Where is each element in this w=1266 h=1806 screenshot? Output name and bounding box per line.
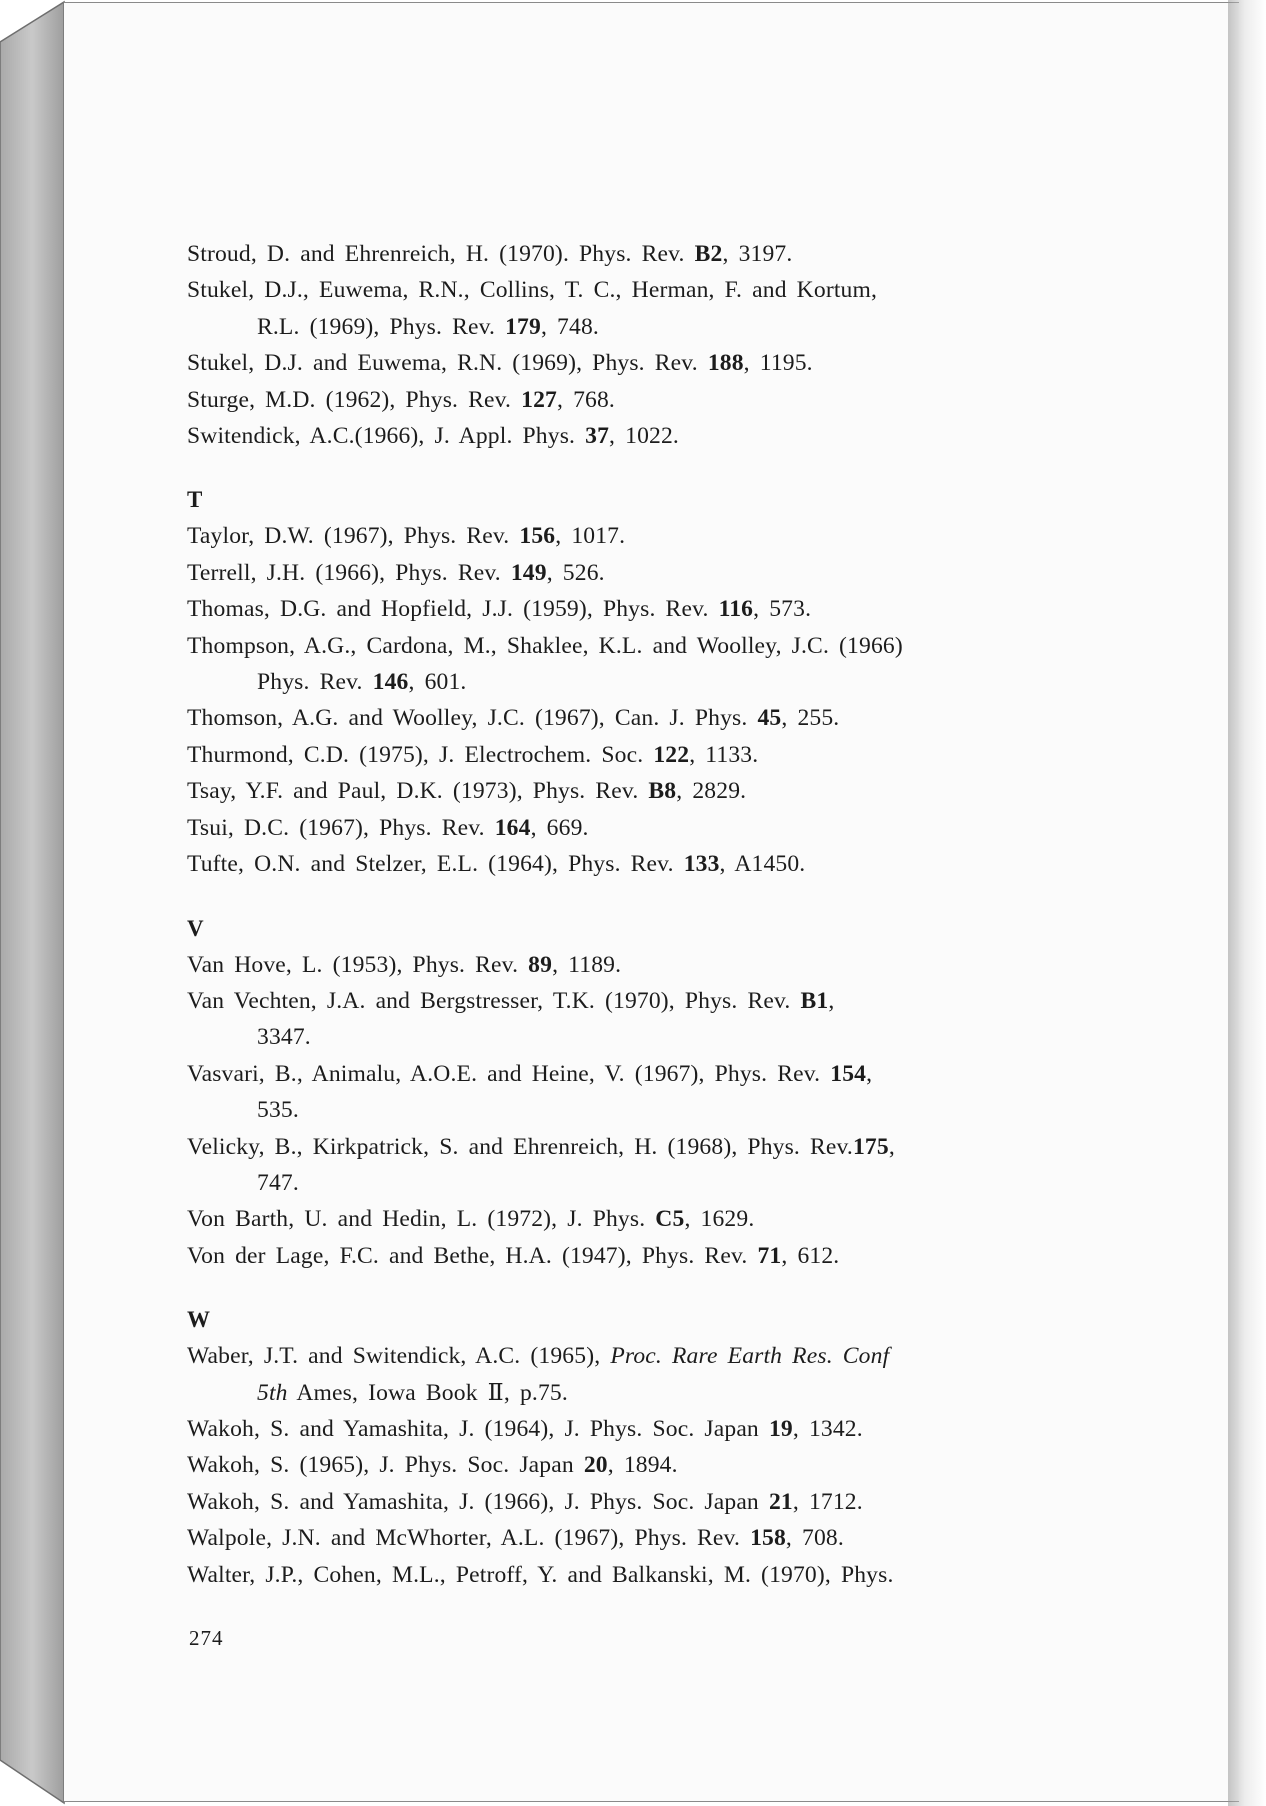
entry-pages: , xyxy=(888,1133,895,1160)
entry-text: Velicky, B., Kirkpatrick, S. and Ehrenreich, H. (1968), Phys. Rev. xyxy=(187,1133,853,1160)
entry-pages: , 1189. xyxy=(552,951,622,978)
entry-text: Phys. Rev. xyxy=(257,669,373,696)
entry-text: Von der Lage, F.C. and Bethe, H.A. (1947), Phys. Rev. xyxy=(187,1242,758,1269)
entry-text: Sturge, M.D. (1962), Phys. Rev. xyxy=(187,386,522,413)
entry-pages: , 1017. xyxy=(555,523,626,550)
entry-text: Tufte, O.N. and Stelzer, E.L. (1964), Phys. Rev. xyxy=(187,851,684,878)
entry-volume: 127 xyxy=(521,386,557,413)
entry-pages: , 1629. xyxy=(684,1206,755,1233)
entry-text: Thompson, A.G., Cardona, M., Shaklee, K.L. and Woolley, J.C. (1966) xyxy=(187,632,903,659)
entry-text: Tsui, D.C. (1967), Phys. Rev. xyxy=(187,814,495,841)
entry-text: 747. xyxy=(257,1169,299,1196)
entry-italic: 5th xyxy=(257,1379,288,1406)
entry-text: Van Hove, L. (1953), Phys. Rev. xyxy=(187,951,529,978)
reference-entry xyxy=(187,418,1067,454)
reference-entry xyxy=(187,1019,1067,1055)
reference-entry xyxy=(187,555,1067,591)
entry-text: Ames, Iowa Book Ⅱ, p.75. xyxy=(287,1379,568,1406)
reference-entry xyxy=(187,628,1067,664)
entry-volume: B2 xyxy=(694,241,723,267)
entry-volume: 154 xyxy=(830,1060,867,1087)
entry-text: 3347. xyxy=(257,1024,311,1051)
reference-entry xyxy=(187,1165,1067,1201)
entry-pages: , 1133. xyxy=(689,741,759,768)
entry-pages: , 669. xyxy=(530,814,589,841)
entry-pages: , 768. xyxy=(557,386,615,413)
entry-volume: 149 xyxy=(510,559,547,586)
page-edge-shadow xyxy=(1228,0,1266,1806)
reference-entry xyxy=(187,309,1067,345)
entry-text: Thomas, D.G. and Hopfield, J.J. (1959), Phys. Rev. xyxy=(187,596,719,623)
reference-entry xyxy=(187,1056,1067,1092)
reference-entry xyxy=(187,1411,1067,1447)
entry-volume: B8 xyxy=(648,778,677,805)
reference-entry xyxy=(187,1092,1067,1128)
entry-volume: 122 xyxy=(653,741,690,768)
entry-text: Tsay, Y.F. and Paul, D.K. (1973), Phys. Rev. xyxy=(187,778,649,805)
entry-text: Thurmond, C.D. (1975), J. Electrochem. Soc. xyxy=(187,741,654,768)
entry-text: Taylor, D.W. (1967), Phys. Rev. xyxy=(187,523,520,550)
section-heading: W xyxy=(187,1307,211,1333)
entry-pages: , 573. xyxy=(753,596,812,623)
entry-text: Van Vechten, J.A. and Bergstresser, T.K. (1970), Phys. Rev. xyxy=(187,987,801,1014)
entry-text: Thomson, A.G. and Woolley, J.C. (1967), Can. J. Phys. xyxy=(187,705,758,732)
entry-text: Walpole, J.N. and McWhorter, A.L. (1967), Phys. Rev. xyxy=(187,1525,751,1552)
reference-entry xyxy=(187,236,1067,272)
entry-volume: 156 xyxy=(519,523,556,550)
reference-entry xyxy=(187,664,1067,700)
reference-entry xyxy=(187,1238,1067,1274)
entry-volume: 164 xyxy=(494,814,531,841)
entry-pages: , 748. xyxy=(540,313,599,340)
entry-volume: 179 xyxy=(505,313,541,340)
reference-entry xyxy=(187,737,1067,773)
entry-pages: , 1022. xyxy=(609,423,679,450)
entry-italic: Proc. Rare Earth Res. Conf xyxy=(610,1343,890,1370)
entry-pages: , 2829. xyxy=(676,778,747,805)
reference-entry xyxy=(187,518,1067,554)
entry-volume: 45 xyxy=(757,705,782,732)
entry-pages: , 526. xyxy=(546,559,605,586)
book-spine xyxy=(0,0,66,1806)
reference-entry xyxy=(187,947,1067,983)
reference-section xyxy=(187,482,1067,882)
entry-pages: , 1195. xyxy=(743,350,813,377)
reference-section xyxy=(187,236,1067,454)
reference-entry xyxy=(187,1129,1067,1165)
entry-text: Wakoh, S. and Yamashita, J. (1966), J. Phys. Soc. Japan xyxy=(187,1488,769,1515)
reference-entry xyxy=(187,983,1067,1019)
reference-list xyxy=(187,236,1067,1593)
entry-text: Vasvari, B., Animalu, A.O.E. and Heine, V. (1967), Phys. Rev. xyxy=(187,1060,831,1087)
reference-entry xyxy=(187,1201,1067,1237)
entry-volume: 20 xyxy=(583,1452,608,1479)
reference-entry xyxy=(187,810,1067,846)
entry-volume: 158 xyxy=(750,1525,786,1552)
entry-text: 535. xyxy=(257,1097,299,1124)
reference-section xyxy=(187,911,1067,1275)
entry-volume: 175 xyxy=(852,1133,889,1160)
entry-pages: , 1894. xyxy=(607,1452,678,1479)
entry-text: Walter, J.P., Cohen, M.L., Petroff, Y. and Balkanski, M. (1970), Phys. xyxy=(187,1561,894,1588)
reference-entry xyxy=(187,846,1067,882)
page-number: 274 xyxy=(189,1626,224,1650)
reference-entry xyxy=(187,382,1067,418)
entry-volume: 19 xyxy=(768,1415,793,1442)
entry-volume: 116 xyxy=(718,596,754,623)
entry-text: Waber, J.T. and Switendick, A.C. (1965), xyxy=(187,1343,611,1370)
reference-entry xyxy=(187,1375,1067,1411)
entry-pages: , 708. xyxy=(785,1525,844,1552)
entry-pages: , 255. xyxy=(781,705,840,732)
entry-pages: , 1712. xyxy=(792,1488,863,1515)
reference-entry xyxy=(187,1557,1067,1593)
entry-pages: , 601. xyxy=(408,669,467,696)
reference-entry xyxy=(187,591,1067,627)
entry-text: Stukel, D.J., Euwema, R.N., Collins, T. C., Herman, F. and Kortum, xyxy=(187,277,878,304)
entry-pages: , xyxy=(828,987,835,1014)
entry-text: Switendick, A.C.(1966), J. Appl. Phys. xyxy=(187,423,586,450)
entry-text: Von Barth, U. and Hedin, L. (1972), J. Phys. xyxy=(187,1206,656,1233)
entry-volume: 89 xyxy=(528,951,553,978)
entry-volume: C5 xyxy=(655,1206,685,1233)
entry-text: Stukel, D.J. and Euwema, R.N. (1969), Phys. Rev. xyxy=(187,350,708,377)
entry-volume: 21 xyxy=(768,1488,793,1515)
entry-pages: , 1342. xyxy=(792,1415,863,1442)
entry-pages: , 3197. xyxy=(722,241,793,267)
reference-entry xyxy=(187,1338,1067,1374)
entry-text: Terrell, J.H. (1966), Phys. Rev. xyxy=(187,559,511,586)
entry-pages: , 612. xyxy=(781,1242,840,1269)
entry-pages: , A1450. xyxy=(719,851,806,878)
entry-text: Stroud, D. and Ehrenreich, H. (1970). Phys. Rev. xyxy=(187,241,695,267)
entry-volume: B1 xyxy=(800,987,829,1014)
reference-entry xyxy=(187,1484,1067,1520)
entry-volume: 71 xyxy=(757,1242,782,1269)
entry-text: Wakoh, S. (1965), J. Phys. Soc. Japan xyxy=(187,1452,584,1479)
entry-text: Wakoh, S. and Yamashita, J. (1964), J. Phys. Soc. Japan xyxy=(187,1415,769,1442)
reference-entry xyxy=(187,700,1067,736)
entry-volume: 188 xyxy=(707,350,744,377)
reference-section xyxy=(187,1302,1067,1593)
reference-entry xyxy=(187,773,1067,809)
reference-entry xyxy=(187,272,1067,308)
reference-entry xyxy=(187,345,1067,381)
section-heading: T xyxy=(187,487,203,513)
entry-volume: 146 xyxy=(372,669,409,696)
entry-pages: , xyxy=(866,1060,873,1087)
reference-entry xyxy=(187,1520,1067,1556)
section-heading: V xyxy=(187,915,204,941)
reference-entry xyxy=(187,1447,1067,1483)
entry-volume: 37 xyxy=(585,423,610,450)
entry-text: R.L. (1969), Phys. Rev. xyxy=(257,313,506,340)
entry-volume: 133 xyxy=(683,851,720,878)
